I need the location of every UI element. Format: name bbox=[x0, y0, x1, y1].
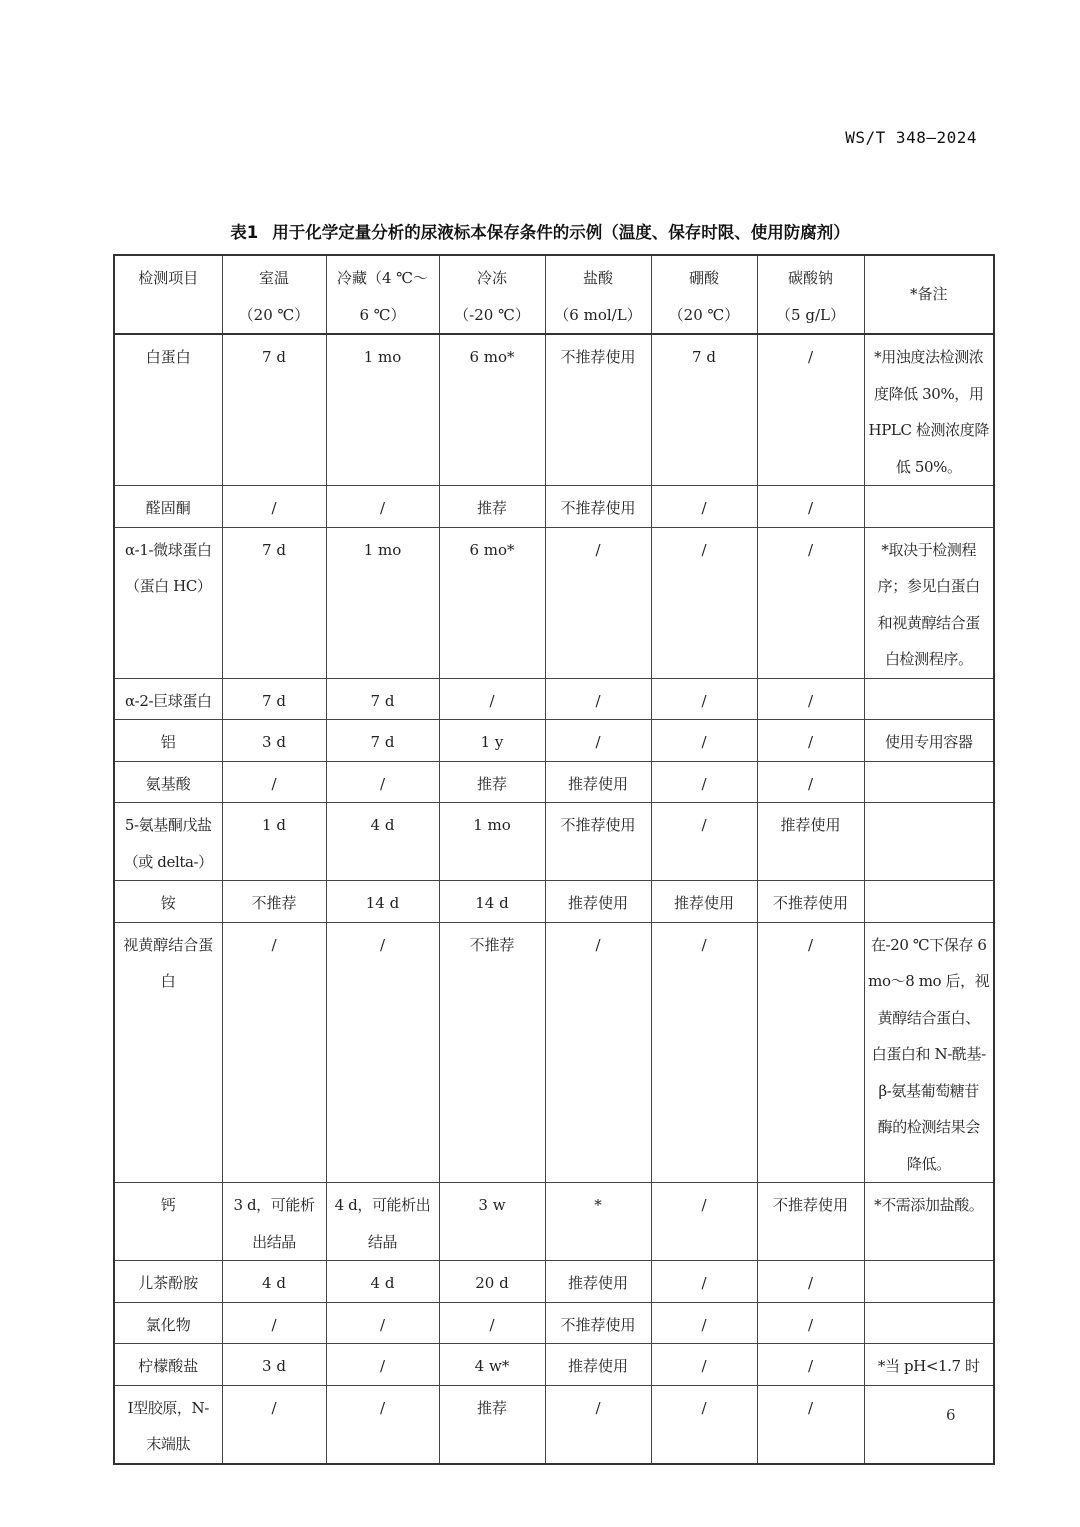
table-cell: / bbox=[439, 1302, 545, 1344]
table-cell: 儿茶酚胺 bbox=[114, 1261, 222, 1303]
table-cell bbox=[864, 1302, 994, 1344]
table-header-row bbox=[114, 255, 994, 334]
table-cell: / bbox=[326, 1302, 439, 1344]
table-cell: / bbox=[757, 678, 864, 720]
table-cell: / bbox=[222, 486, 326, 528]
table-cell: / bbox=[651, 1261, 757, 1303]
table-cell: / bbox=[651, 527, 757, 678]
table-cell: / bbox=[222, 1385, 326, 1464]
table-cell: 不推荐使用 bbox=[545, 334, 651, 486]
table-cell: 使用专用容器 bbox=[864, 720, 994, 762]
table-row bbox=[114, 1385, 994, 1464]
table-cell: 14 d bbox=[326, 881, 439, 923]
table-cell: / bbox=[439, 678, 545, 720]
table-cell: 钙 bbox=[114, 1183, 222, 1261]
table-cell: 3 d bbox=[222, 1344, 326, 1386]
table-cell: 7 d bbox=[222, 334, 326, 486]
table-cell: 1 mo bbox=[326, 527, 439, 678]
table-cell: 推荐 bbox=[439, 1385, 545, 1464]
table-cell: Ⅰ型胶原，N- 末端肽 bbox=[114, 1385, 222, 1464]
table-cell: 柠檬酸盐 bbox=[114, 1344, 222, 1386]
table-cell bbox=[864, 678, 994, 720]
table-cell: 1 mo bbox=[439, 803, 545, 881]
table-cell: 推荐 bbox=[439, 761, 545, 803]
table-cell: / bbox=[651, 1385, 757, 1464]
table-cell: 1 y bbox=[439, 720, 545, 762]
table-cell: 20 d bbox=[439, 1261, 545, 1303]
header-cell: 冷冻 （-20 ℃） bbox=[439, 255, 545, 334]
table-cell: 推荐 bbox=[439, 486, 545, 528]
table-cell: / bbox=[757, 922, 864, 1183]
table-cell: / bbox=[326, 1344, 439, 1386]
table-row bbox=[114, 486, 994, 528]
table-cell: / bbox=[545, 678, 651, 720]
table-cell: / bbox=[651, 922, 757, 1183]
table-cell: 不推荐 bbox=[439, 922, 545, 1183]
table-cell: *当 pH<1.7 时 bbox=[864, 1344, 994, 1386]
table-cell: 7 d bbox=[222, 527, 326, 678]
table-cell: / bbox=[757, 334, 864, 486]
header-cell: 室温 （20 ℃） bbox=[222, 255, 326, 334]
table-cell: 7 d bbox=[222, 678, 326, 720]
table-row bbox=[114, 803, 994, 881]
table-row bbox=[114, 1261, 994, 1303]
table-cell: / bbox=[545, 1385, 651, 1464]
page-number: 6 bbox=[946, 1406, 956, 1424]
table-cell: / bbox=[545, 720, 651, 762]
header-cell-remarks: *备注 bbox=[864, 255, 994, 334]
table-cell: / bbox=[651, 678, 757, 720]
table-number: 表1 bbox=[230, 223, 259, 242]
table-cell: / bbox=[222, 1302, 326, 1344]
table-row bbox=[114, 527, 994, 678]
table-cell bbox=[864, 803, 994, 881]
table-cell: 不推荐 bbox=[222, 881, 326, 923]
table-cell: / bbox=[651, 720, 757, 762]
table-cell: 氨基酸 bbox=[114, 761, 222, 803]
table-caption-text: 用于化学定量分析的尿液标本保存条件的示例（温度、保存时限、使用防腐剂） bbox=[272, 223, 850, 242]
table-cell bbox=[864, 881, 994, 923]
table-cell: 不推荐使用 bbox=[757, 881, 864, 923]
table-cell: 3 w bbox=[439, 1183, 545, 1261]
table-cell: 4 d bbox=[326, 1261, 439, 1303]
table-cell: / bbox=[326, 1385, 439, 1464]
table-row bbox=[114, 334, 994, 486]
table-cell: 不推荐使用 bbox=[757, 1183, 864, 1261]
storage-conditions-table bbox=[113, 254, 995, 1465]
table-row bbox=[114, 761, 994, 803]
table-cell: / bbox=[757, 720, 864, 762]
table-cell: / bbox=[651, 803, 757, 881]
table-cell: *取决于检测程 序；参见白蛋白 和视黄醇结合蛋 白检测程序。 bbox=[864, 527, 994, 678]
table-cell: 7 d bbox=[326, 720, 439, 762]
header-cell: 盐酸 （6 mol/L） bbox=[545, 255, 651, 334]
table-row bbox=[114, 678, 994, 720]
table-cell: 7 d bbox=[326, 678, 439, 720]
table-cell: / bbox=[545, 922, 651, 1183]
table-row bbox=[114, 1344, 994, 1386]
table-cell: / bbox=[757, 486, 864, 528]
table-cell: 在-20 ℃下保存 6 mo～8 mo 后，视 黄醇结合蛋白、 白蛋白和 N-酰基- β-氨基葡萄糖苷 酶的检测结果会 降低。 bbox=[864, 922, 994, 1183]
table-cell: / bbox=[326, 486, 439, 528]
table-row bbox=[114, 720, 994, 762]
table-cell: 4 d，可能析出 结晶 bbox=[326, 1183, 439, 1261]
table-cell: / bbox=[651, 1344, 757, 1386]
table-cell: 不推荐使用 bbox=[545, 803, 651, 881]
table-row bbox=[114, 1302, 994, 1344]
header-cell: 碳酸钠 （5 g/L） bbox=[757, 255, 864, 334]
table-cell: 1 mo bbox=[326, 334, 439, 486]
table-cell bbox=[864, 1385, 994, 1464]
table-cell: / bbox=[757, 527, 864, 678]
table-cell: 推荐使用 bbox=[545, 1344, 651, 1386]
table-cell: / bbox=[326, 761, 439, 803]
table-cell: 白蛋白 bbox=[114, 334, 222, 486]
table-cell: / bbox=[651, 486, 757, 528]
table-cell: 3 d bbox=[222, 720, 326, 762]
table-cell: / bbox=[222, 922, 326, 1183]
table-cell: / bbox=[651, 761, 757, 803]
table-cell: 14 d bbox=[439, 881, 545, 923]
table-cell: 5-氨基酮戊盐 （或 delta-） bbox=[114, 803, 222, 881]
table-cell: / bbox=[326, 922, 439, 1183]
header-cell: 冷藏（4 ℃～ 6 ℃） bbox=[326, 255, 439, 334]
table-cell: 视黄醇结合蛋 白 bbox=[114, 922, 222, 1183]
table-cell: 推荐使用 bbox=[545, 1261, 651, 1303]
table-cell: 推荐使用 bbox=[545, 881, 651, 923]
table-cell: 6 mo* bbox=[439, 527, 545, 678]
table-cell: 不推荐使用 bbox=[545, 486, 651, 528]
table-cell: 4 w* bbox=[439, 1344, 545, 1386]
table-cell: *用浊度法检测浓 度降低 30%，用 HPLC 检测浓度降 低 50%。 bbox=[864, 334, 994, 486]
table-cell: 7 d bbox=[651, 334, 757, 486]
table-cell: 4 d bbox=[326, 803, 439, 881]
table-cell bbox=[864, 761, 994, 803]
table-cell: 铝 bbox=[114, 720, 222, 762]
table-cell: / bbox=[757, 1385, 864, 1464]
table-cell: 氯化物 bbox=[114, 1302, 222, 1344]
table-cell: α-2-巨球蛋白 bbox=[114, 678, 222, 720]
table-cell: / bbox=[651, 1302, 757, 1344]
table-cell: * bbox=[545, 1183, 651, 1261]
table-cell: α-1-微球蛋白 （蛋白 HC） bbox=[114, 527, 222, 678]
table-cell: 推荐使用 bbox=[545, 761, 651, 803]
table-cell bbox=[864, 1261, 994, 1303]
table-cell: 推荐使用 bbox=[757, 803, 864, 881]
table-cell: 醛固酮 bbox=[114, 486, 222, 528]
header-cell: 检测项目 bbox=[114, 255, 222, 334]
table-cell bbox=[864, 486, 994, 528]
standard-code: WS/T 348—2024 bbox=[845, 128, 977, 147]
table-cell: / bbox=[757, 1302, 864, 1344]
table-cell: 6 mo* bbox=[439, 334, 545, 486]
table-cell: 1 d bbox=[222, 803, 326, 881]
table-cell: / bbox=[545, 527, 651, 678]
table-cell: / bbox=[651, 1183, 757, 1261]
header-cell: 硼酸 （20 ℃） bbox=[651, 255, 757, 334]
table-cell: *不需添加盐酸。 bbox=[864, 1183, 994, 1261]
table-cell: 推荐使用 bbox=[651, 881, 757, 923]
table-row bbox=[114, 1183, 994, 1261]
table-cell: 4 d bbox=[222, 1261, 326, 1303]
table-caption bbox=[0, 219, 1080, 243]
table-cell: / bbox=[222, 761, 326, 803]
table-row bbox=[114, 881, 994, 923]
table-cell: / bbox=[757, 761, 864, 803]
table-cell: 不推荐使用 bbox=[545, 1302, 651, 1344]
table-cell: 3 d，可能析 出结晶 bbox=[222, 1183, 326, 1261]
table-row bbox=[114, 922, 994, 1183]
table-cell: / bbox=[757, 1261, 864, 1303]
table-cell: / bbox=[757, 1344, 864, 1386]
table-cell: 铵 bbox=[114, 881, 222, 923]
